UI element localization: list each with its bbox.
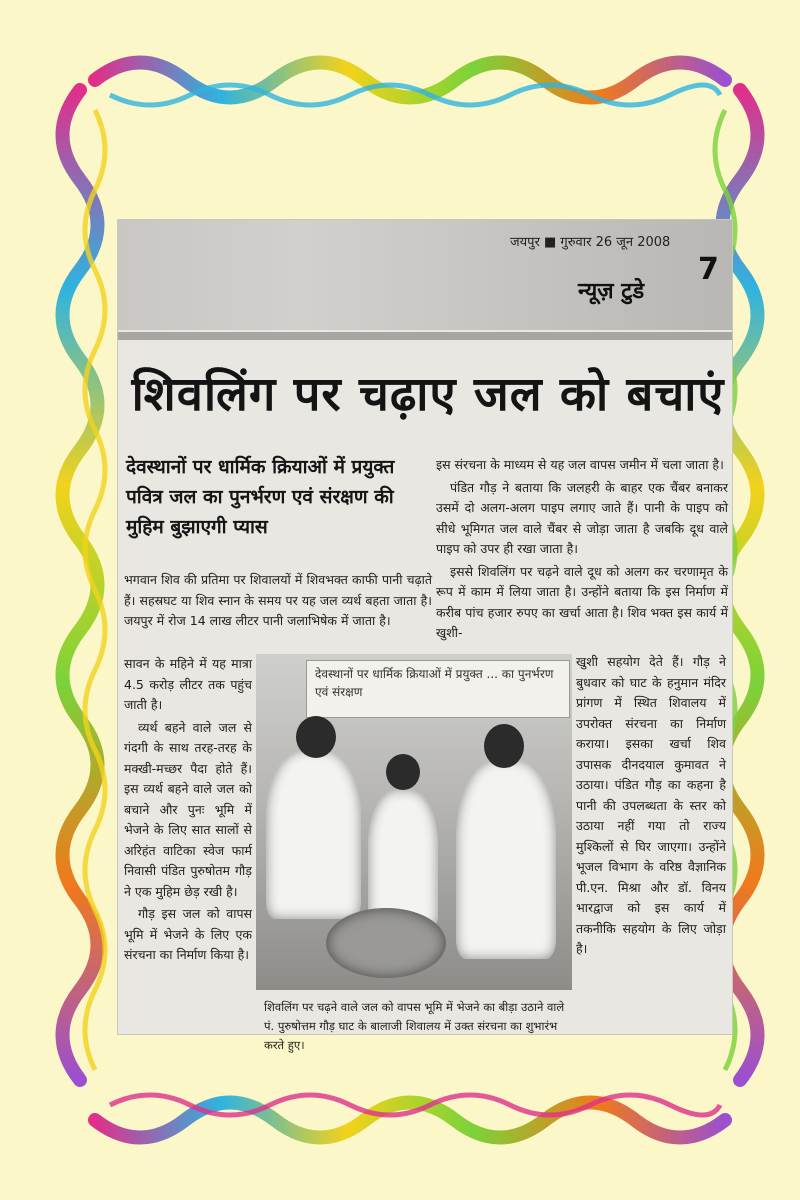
intro-paragraph: भगवान शिव की प्रतिमा पर शिवालयों में शिवभक्त काफी पानी चढ़ाते हैं। सहस्रघट या शिव स्नान के समय पर यह जल व्यर्थ बहता जाता है। जयपुर में रोज 14 लाख लीटर पानी जलाभिषेक में जाता है। [124,572,432,628]
photo-banner [306,660,570,718]
left-intro [124,570,432,634]
person-figure [456,759,556,959]
person-figure [266,749,361,919]
subheadline: देवस्थानों पर धार्मिक क्रियाओं में प्रयुक्त पवित्र जल का पुनर्भरण एवं संरक्षण की मुहिम बुझाएगी प्यास [126,456,395,538]
article-paragraph: गौड़ इस जल को वापस भूमि में भेजने के लिए एक संरचना का निर्माण किया है। [124,906,252,962]
water-chamber [326,908,446,978]
article-paragraph: व्यर्थ बहने वाले जल से गंदगी के साथ तरह-तरह के मक्खी-मच्छर पैदा होते हैं। इस व्यर्थ बहने वाले जल को बचाने और पुनः भूमि में भेजने के लिए सात सालों से अरिहंत वाटिका स्वेज फार्म निवासी पंडित पुरुषोतम गौड़ ने एक मुहिम छेड़ रखी है। [124,719,252,899]
person-head [386,754,420,790]
article-paragraph: इस संरचना के माध्यम से यह जल वापस जमीन में चला जाता है। [436,457,724,472]
page-number: 7 [698,252,719,287]
news-photo [256,654,572,990]
article-paragraph: इससे शिवलिंग पर चढ़ने वाले दूध को अलग कर चरणामृत के रूप में काम में लिया जाता है। उन्होंने बताया कि इस निर्माण में करीब पांच हजार रुपए का खर्चा आता है। शिव भक्त इस कार्य में खुशी- [436,563,728,640]
article-paragraph: सावन के महिने में यह मात्रा 4.5 करोड़ लीटर तक पहुंच जाती है। [124,656,252,712]
left-column [124,654,252,968]
photo-caption: शिवलिंग पर चढ़ने वाले जल को वापस भूमि में भेजने का बीड़ा उठाने वाले पं. पुरुषोत्तम गौड़ घाट के बालाजी शिवालय में उक्त संरचना का शुभारंभ करते हुए। [264,1000,565,1052]
article-paragraph: पंडित गौड़ ने बताया कि जलहरी के बाहर एक चैंबर बनाकर उसमें दो अलग-अलग पाइप लगाए जाते हैं। पानी के पाइप को सीधे भूमिगत जल वाले चैंबर से जोड़ा जाता है जबकि दूध वाले पाइप को उपर ही रखा जाता है। [436,479,728,556]
person-head [296,716,336,758]
photo-banner-text: देवस्थानों पर धार्मिक क्रियाओं में प्रयुक्त ... का पुनर्भरण एवं संरक्षण [315,667,554,699]
masthead [118,220,732,330]
dateline: जयपुर ■ गुरुवार 26 जून 2008 [510,235,671,250]
person-head [484,724,524,768]
headline: शिवलिंग पर चढ़ाए जल को बचाएं [131,367,725,422]
article-paragraph: खुशी सहयोग देते हैं। गौड़ ने बुधवार को घाट के हनुमान मंदिर प्रांगण में स्थित शिवालय में उपरोक्त संरचना का निर्माण कराया। इसका खर्चा शिव उपासक दीनदयाल कुमावत ने उठाया। पंडित गौड़ का कहना है पानी की उपलब्धता के स्तर को उठाया नहीं गया तो राज्य मुश्किलों से घिर जाएगा। उन्होंने भूजल विभाग के वरिष्ठ वैज्ञानिक पी.एन. मिश्रा और डॉ. विनय भारद्वाज को इस कार्य में तकनीकि सहयोग के लिए जोड़ा है। [576,654,726,956]
newspaper-clipping [118,220,732,1052]
masthead-rule [118,332,732,340]
right-column-top [436,455,728,646]
right-column [576,652,726,962]
newspaper-brand: न्यूज़ टुडे [578,279,645,304]
